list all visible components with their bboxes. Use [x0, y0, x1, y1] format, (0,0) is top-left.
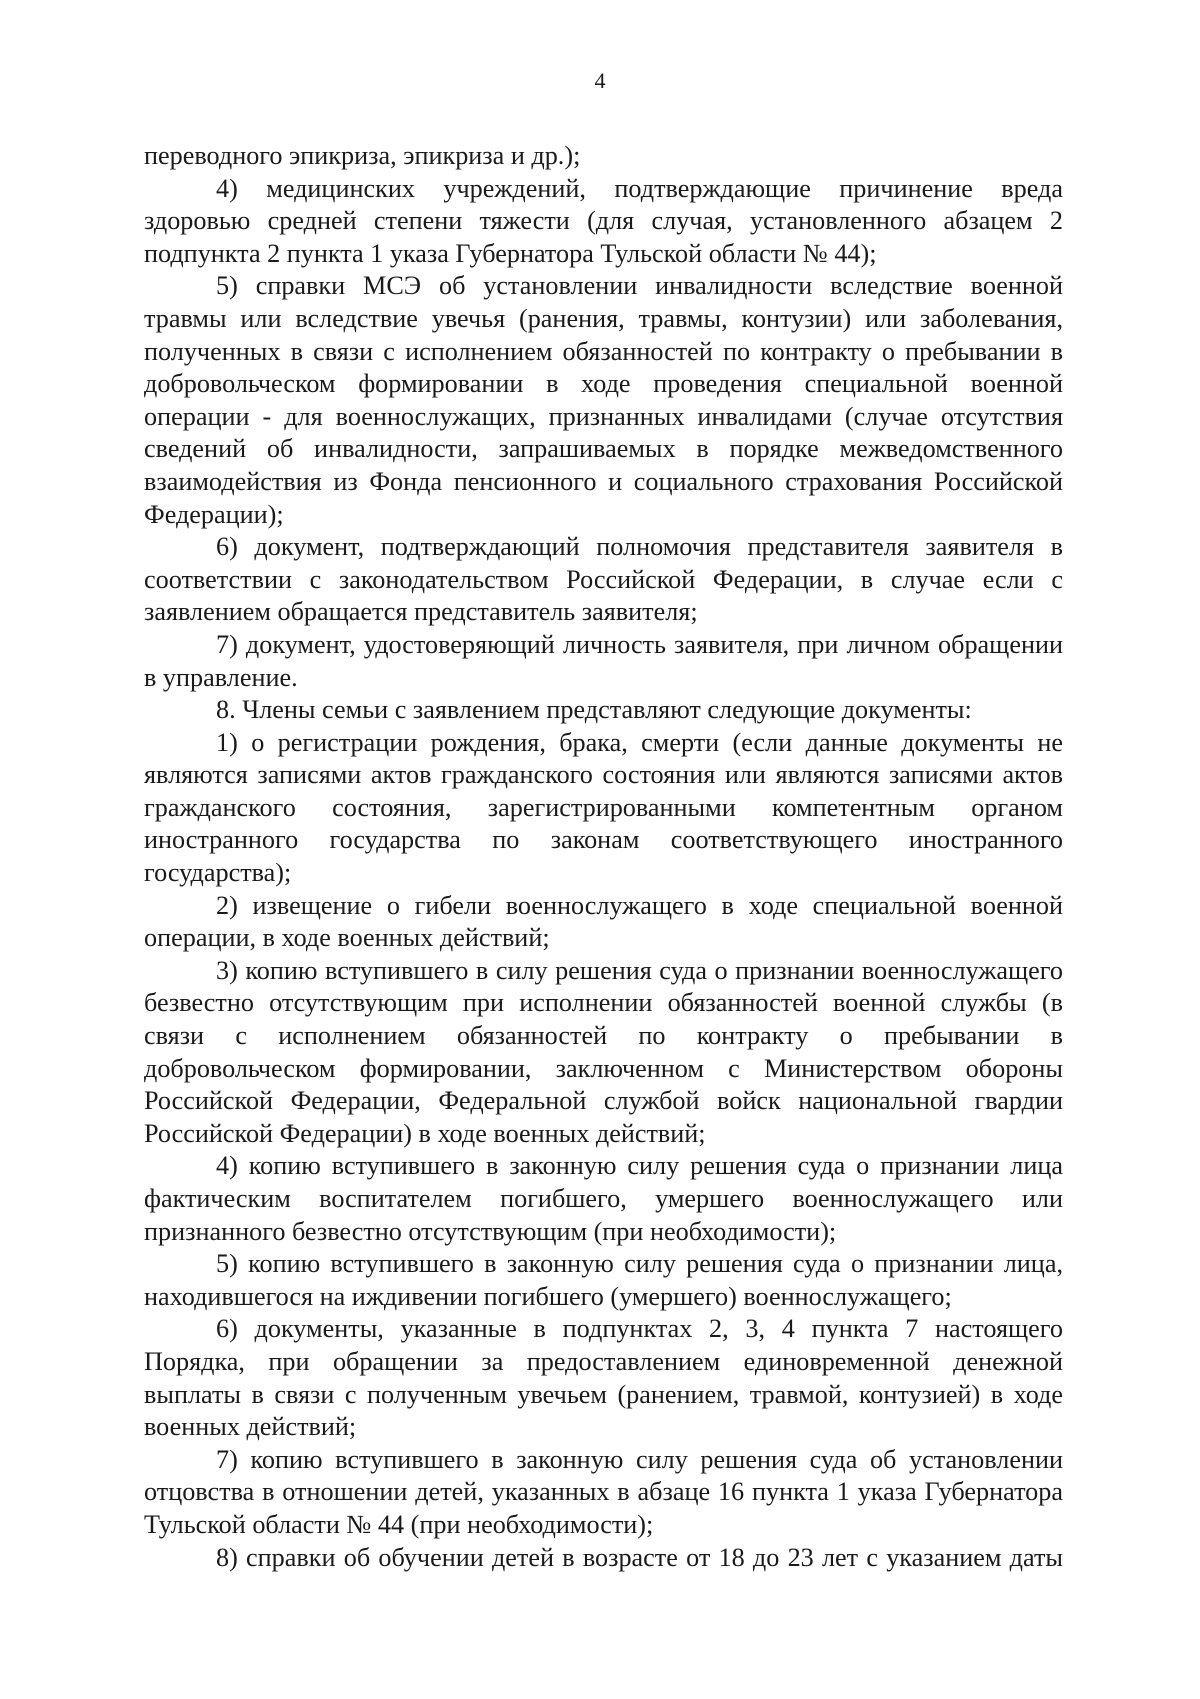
paragraph-continuation: переводного эпикриза, эпикриза и др.); [144, 141, 581, 170]
clause-8-item-6: 6) документы, указанные в подпунктах 2, 3, 4 пункта 7 настоящего Порядка, при обращении за предоставлением единовременной денежной выплаты в связи с полученным увечьем (ранением, травмой, контузией) в ходе военных действий; [144, 1314, 1063, 1442]
clause-8-item-3: 3) копию вступившего в силу решения суда о признании военнослужащего безвестно отсутствующим при исполнении обязанностей военной службы (в связи с исполнением обязанностей по контракту о пребывании в добровольческом формировании, заключенном с Министерством обороны Российской Федерации, Федеральной службой войск национальной гвардии Российской Федерации) в ходе военных действий; [144, 955, 1063, 1148]
clause-8-heading: 8. Члены семьи с заявлением представляют следующие документы: [216, 695, 972, 725]
clause-8-item-2: 2) извещение о гибели военнослужащего в ходе специальной военной операции, в ходе военных действий; [144, 890, 1063, 953]
clause-8-item-7: 7) копию вступившего в законную силу решения суда об установлении отцовства в отношении детей, указанных в абзаце 16 пункта 1 указа Губернатора Тульской области № 44 (при необходимости); [144, 1444, 1063, 1539]
clause-8-item-5: 5) копию вступившего в законную силу решения суда о признании лица, находившегося на иждивении погибшего (умершего) военнослужащего; [144, 1249, 1063, 1311]
list-item-4-medical: 4) медицинских учреждений, подтверждающие причинение вреда здоровью средней степени тяжести (для случая, установленного абзацем 2 подпункта 2 пункта 1 указа Губернатора Тульской области № 44); [144, 173, 1063, 268]
list-item-7-identity: 7) документ, удостоверяющий личность заявителя, при личном обращении в управление. [144, 629, 1063, 692]
page-number: 4 [594, 68, 606, 93]
list-item-6-representative: 6) документ, подтверждающий полномочия представителя заявителя в соответствии с законодательством Российской Федерации, в случае если с заявлением обращается представитель заявителя; [144, 532, 1063, 627]
clause-8-item-8: 8) справки об обучении детей в возрасте от 18 до 23 лет с указанием даты [216, 1542, 1063, 1572]
clause-8-item-4: 4) копию вступившего в законную силу решения суда о признании лица фактическим воспитателем погибшего, умершего военнослужащего или признанного безвестно отсутствующим (при необходимости); [144, 1151, 1063, 1246]
document-body [144, 140, 1063, 1574]
clause-8-item-1: 1) о регистрации рождения, брака, смерти (если данные документы не являются записями актов гражданского состояния или являются записями актов гражданского состояния, зарегистрированными компетентным органом иностранного государства по законам соответствующего иностранного государства); [144, 727, 1063, 888]
list-item-5-mse: 5) справки МСЭ об установлении инвалидности вследствие военной травмы или вследствие увечья (ранения, травмы, контузии) или заболевания, полученных в связи с исполнением обязанностей по контракту о пребывании в добровольческом формировании в ходе проведения специальной военной операции - для военнослужащих, признанных инвалидами (случае отсутствия сведений об инвалидности, запрашиваемых в порядке межведомственного взаимодействия из Фонда пенсионного и социального страхования Российской Федерации); [144, 271, 1063, 529]
